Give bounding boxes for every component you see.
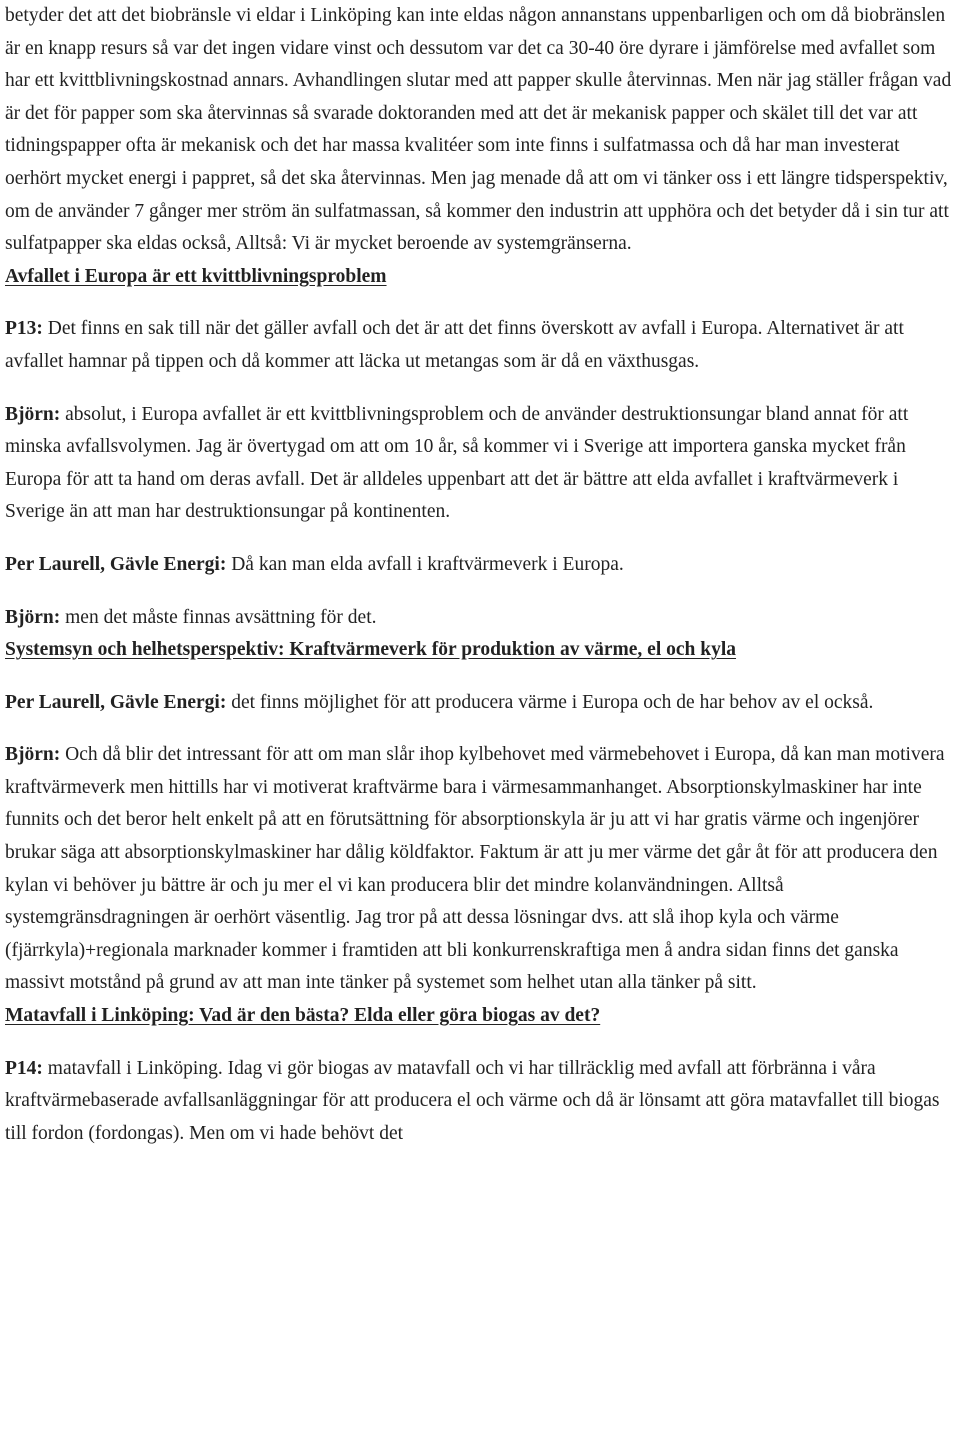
section-heading: Avfallet i Europa är ett kvittblivningsproblem: [5, 265, 387, 287]
speaker-label: P14:: [5, 1057, 43, 1079]
speech-text: absolut, i Europa avfallet är ett kvittblivningsproblem och de använder destruktionsungar bland annat för att minska avfallsvolymen. Jag är övertygad om att om 10 år, så kommer vi i Sverige att importera ganska mycket från Europa för att ta hand om deras avfall. Det är alldeles uppenbart att det är bättre att elda avfallet i kraftvärmeverk i Sverige än att man har destruktionsungar på kontinenten.: [5, 403, 909, 523]
section-heading: Matavfall i Linköping: Vad är den bästa? Elda eller göra biogas av det?: [5, 1005, 601, 1027]
speech-text: Och då blir det intressant för att om man slår ihop kylbehovet med värmebehovet i Europa, då kan man motivera kraftvärmeverk men hittills har vi motiverat kraftvärme bara i värmesammanhanget. Absorptionskylmaskiner har inte funnits och det beror helt enkelt på att en förutsättning för absorptionskyla är ju att vi har gratis värme och ingenjörer brukar säga att absorptionskylmaskiner har dålig köldfaktor. Faktum är att ju mer värme det går åt för att producera den kylan vi behöver ju bättre är och ju mer el vi kan producera blir det mindre kolanvändningen. Alltså systemgränsdragningen är oerhört väsentlig. Jag tror på att dessa lösningar dvs. att slå ihop kyla och värme (fjärrkyla)+regionala marknader kommer i framtiden att bli konkurrenskraftiga men å andra sidan finns det ganska massivt motstånd på grund av att man inte tänker på systemet som helhet utan alla tänker på sitt.: [5, 744, 945, 994]
speech-paragraph: [5, 399, 955, 529]
speaker-label: P13:: [5, 318, 43, 340]
speech-paragraph: [5, 549, 955, 582]
speech-paragraph: [5, 602, 955, 635]
speech-text: Då kan man elda avfall i kraftvärmeverk i Europa.: [231, 553, 624, 575]
speech-paragraph: [5, 313, 955, 378]
speech-text: matavfall i Linköping. Idag vi gör biogas av matavfall och vi har tillräcklig med avfall att förbränna i våra kraftvärmebaserade avfallsanläggningar för att producera el och värme och då är lönsamt att göra matavfallet till biogas till fordon (fordongas). Men om vi hade behövt det: [5, 1057, 940, 1144]
speaker-label: Björn:: [5, 403, 61, 425]
document-page: [5, 0, 955, 1150]
speech-paragraph: [5, 1053, 955, 1151]
speaker-label: Björn:: [5, 606, 61, 628]
speech-text: det finns möjlighet för att producera värme i Europa och de har behov av el också.: [231, 691, 874, 713]
speech-paragraph: [5, 739, 955, 1000]
speaker-label: Björn:: [5, 744, 61, 766]
section-heading: Systemsyn och helhetsperspektiv: Kraftvärmeverk för produktion av värme, el och kyla: [5, 639, 737, 661]
speaker-label: Per Laurell, Gävle Energi:: [5, 691, 227, 713]
speaker-label: Per Laurell, Gävle Energi:: [5, 553, 227, 575]
body-paragraph: [5, 0, 955, 261]
speech-paragraph: [5, 687, 955, 720]
speech-text: Det finns en sak till när det gäller avfall och det är att det finns överskott av avfall i Europa. Alternativet är att avfallet hamnar på tippen och då kommer att läcka ut metangas som är då en växthusgas.: [5, 318, 904, 372]
speech-text: men det måste finnas avsättning för det.: [65, 606, 377, 628]
paragraph-text: betyder det att det biobränsle vi eldar i Linköping kan inte eldas någon annanstans uppenbarligen och om då biobränslen är en knapp resurs så var det ingen vidare vinst och dessutom var det ca 30-40 öre dyrare i jämförelse med avfallet som har ett kvittblivningskostnad annars. Avhandlingen slutar med att papper skulle återvinnas. Men när jag ställer frågan vad är det för papper som ska återvinnas så svarade doktoranden med att det är mekanisk papper och skälet till det var att tidningspapper ofta är mekanisk och det har massa kvalitéer som inte finns i sulfatmassa och då har man investerat oerhört mycket energi i pappret, så det ska återvinnas. Men jag menade då att om vi tänker oss i ett längre tidsperspektiv, om de använder 7 gånger mer ström än sulfatmassan, så kommer den industrin att upphöra och det betyder då i sin tur att sulfatpapper ska eldas också, Alltså: Vi är mycket beroende av systemgränserna.: [5, 5, 952, 255]
